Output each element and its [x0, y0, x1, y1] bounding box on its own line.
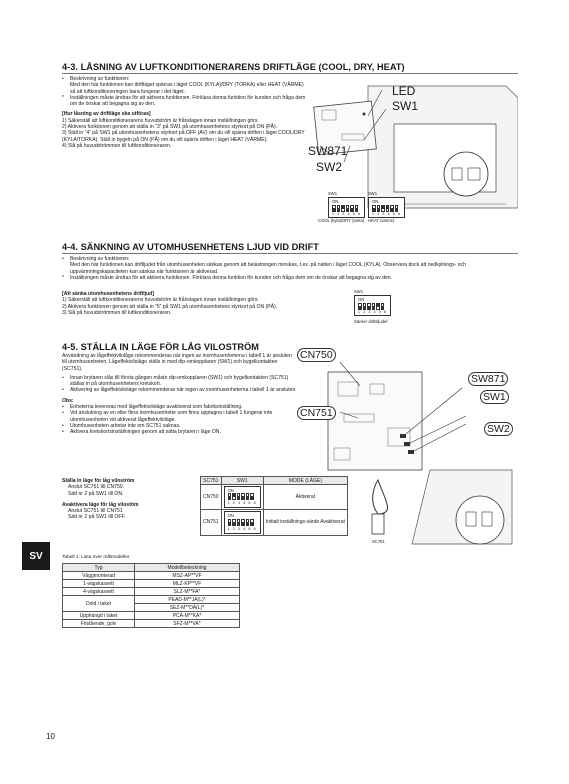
description-text: Med den här funktionen kan driftläget spärras i läget COOL (KYLA)/DRY (TORKA) eller HEAT (VÄRME) så att luftkonditioneringen bara fungerar i det läget.	[70, 82, 304, 95]
table-cell: Aktiverat	[263, 485, 347, 510]
disable-heading: Avaktivera läge för låg vilostöm	[62, 501, 139, 508]
table1-caption: Tabell 1: Lista över målmodeller	[62, 555, 130, 560]
sc751-label: SC751	[372, 539, 385, 544]
table-cell: SEZ-M**DA(L)*	[135, 604, 240, 612]
on-label: ON	[358, 296, 365, 302]
on-label: ON	[332, 198, 339, 204]
table-cell: Initialt inställnings-värde Avaktiverat	[263, 509, 347, 535]
sw871-label: SW871	[468, 372, 508, 386]
bullet: • Aktivering av lågeffektviloläge rekommenderas när ingen av inomhusenheterna i tabell 1 är ansluten.	[62, 387, 297, 394]
setting-instructions	[62, 478, 192, 521]
disable-step: Sätt nr 2 på SW1 till OFF.	[68, 514, 126, 521]
sw1-label: SW1	[392, 99, 419, 113]
switch-label: SW1	[354, 289, 364, 294]
dip-switch	[328, 197, 365, 218]
table-row	[63, 572, 240, 580]
switch-numbers: 1 2 3 4 5 6	[227, 501, 257, 506]
step-item: 2) Aktivera funktionen genom att ställa in “3” på SW1 på utomhusenhetens styrkort på ON (PÅ).	[62, 124, 278, 131]
table-cell-switch	[221, 485, 263, 510]
obs-item: • Enheterna levereras med lågeffektviloläge avaktiverat som fabriksinställning.	[62, 404, 243, 411]
obs-heading: Obs:	[62, 397, 74, 404]
sw1-cool-dry-setting	[328, 192, 365, 220]
on-label: ON	[227, 487, 234, 493]
table-cell: Upphängd i taket	[63, 612, 135, 620]
table-cell-switch	[221, 509, 263, 535]
switch-numbers: 1 2 3 4 5 6	[358, 309, 388, 314]
table-cell: MLZ-KP**VF	[135, 580, 240, 588]
table-cell: 4-vägskassett	[63, 588, 135, 596]
section-4-3-body	[62, 76, 306, 149]
divider	[62, 73, 518, 74]
note: * Inställningen måste ändras för att aktivera funktionen. Förklara denna funktion för kunden och fråga dem om de önskar att begagna sig av den.	[62, 274, 392, 281]
on-label: ON	[372, 198, 379, 204]
caption-heat: HEAT (värme)	[368, 218, 395, 223]
sw1-quiet-setting	[354, 290, 391, 324]
page-number: 10	[46, 732, 55, 741]
dip-switch	[224, 486, 261, 509]
enable-step: Anslut SC751 till CN750.	[68, 484, 125, 491]
section-4-4-body	[62, 256, 518, 281]
section-4-5-body	[62, 353, 298, 436]
bullet-description: • Beskrivning av funktionen:	[62, 76, 130, 82]
obs-text: Vid anslutning av en eller flera inomhusenheter som finns upptagna i tabell 1 fungerar inte utomhusenheten vid aktiverat lågeffektviloläge.	[70, 410, 273, 423]
table-cell: CN751	[201, 509, 222, 535]
howto-heading: [Att sänka utomhusenhetens driftljud]	[62, 291, 154, 297]
step-item: 4) Slå på huvudströmmen till luftkonditioneraren.	[62, 142, 172, 149]
description-label: Beskrivning av funktionen:	[70, 256, 130, 262]
enable-step: Sätt nr 2 på SW1 till ON.	[68, 490, 124, 497]
table-cell: PCA-M**KA*	[135, 612, 240, 620]
table-cell: Fristående, golv	[63, 620, 135, 628]
obs-item: • Utomhusenheten arbetar inte om SC751 saknas.	[62, 422, 181, 429]
column-header: MODE (LÄGE)	[263, 477, 347, 485]
caption-quiet: Sänker driftsljudet	[354, 318, 388, 324]
obs-item: • Vid anslutning av en eller flera inomhusenheter som finns upptagna i tabell 1 fungerar inte utomhusenheten vid aktiverat lågeffektviloläge.	[62, 410, 298, 423]
dip-switch	[368, 197, 405, 218]
sw871-label: SW871	[308, 144, 348, 158]
table-row	[63, 596, 240, 604]
table-cell: MSZ-AP**VF	[135, 572, 240, 580]
sw2-label: SW2	[316, 160, 343, 174]
cn750-label: CN750	[297, 348, 336, 362]
table-cell: SLZ-M**FA*	[135, 588, 240, 596]
table-cell: CN750	[201, 485, 222, 510]
sw1-label: SW1	[480, 390, 509, 404]
disable-step: Anslut SC751 till CN751	[68, 508, 123, 515]
divider	[62, 253, 518, 254]
language-tab: SV	[22, 542, 50, 570]
section-4-4-steps	[62, 291, 306, 316]
table-cell: PEAD-M**JA(L)*	[135, 596, 240, 604]
step-item: 1) Säkerställ att luftkonditionerarens huvudström är frånslagen innan inställningen görs.	[62, 117, 259, 124]
dip-switch	[354, 295, 391, 316]
cn751-label: CN751	[297, 406, 336, 420]
sw1-heat-setting	[368, 192, 405, 220]
note-text: Inställningen måste ändras för att aktivera funktionen. Förklara denna funktion för kunden och fråga dem om de önskar att begagna sig av den.	[70, 94, 306, 108]
bullet-text: Aktivering av lågeffektviloläge rekommenderas när ingen av inomhusenheterna i tabell 1 är ansluten.	[70, 387, 297, 394]
on-label: ON	[227, 512, 234, 518]
step-item: 1) Säkerställ att luftkonditionerarens huvudström är frånslagen innan inställningen görs.	[62, 297, 259, 304]
column-header: SC751	[201, 477, 222, 485]
obs-text: Utomhusenheten arbetar inte om SC751 saknas.	[70, 422, 181, 429]
column-header: Modellbeteckning	[135, 564, 240, 572]
sw2-label: SW2	[484, 422, 513, 436]
table-cell: SFZ-M**VA*	[135, 620, 240, 628]
note: * Inställningen måste ändras för att aktivera funktionen. Förklara denna funktion för kunden och fråga dem om de önskar att begagna sig av den.	[62, 94, 306, 108]
table-row	[63, 588, 240, 596]
switch-label: SW1	[328, 191, 338, 196]
switch-numbers: 1 2 3 4 5 6	[372, 211, 402, 216]
table-row	[63, 612, 240, 620]
bullet-description: • Beskrivning av funktionen:	[62, 256, 130, 262]
switch-numbers: 1 2 3 4 5 6	[227, 526, 257, 531]
table-cell: 1-vägskassett	[63, 580, 135, 588]
howto-heading: [Hur låsning av driftläge ska utföras]	[62, 111, 151, 118]
obs-text: Aktivera kretskortsinställningen genom att sätta brytaren i läge ON.	[70, 429, 221, 436]
table-cell: Väggmonterad	[63, 572, 135, 580]
target-models-table	[62, 563, 240, 628]
step-list	[62, 118, 306, 149]
column-header: SW1	[221, 477, 263, 485]
switch-numbers: 1 2 3 4 5 6	[332, 211, 362, 216]
step-item: 3) Ställ in “4” på SW1 på utomhusenhetens styrkort på OFF (AV) om du vill spärra driften i läget COOL/DRY (KYLA/TORKA). Ställ in bygeln på ON (PÅ) om du vill spärra driften i läget HEAT (VÄRME).	[62, 130, 305, 143]
dip-switch	[224, 511, 261, 534]
intro-text: Användning av lågeffektvilolåge rekommenderas när ingen av inomhusenheterna i tabell 1 är ansluten till utomhusenheten. Lågeffektviloläge ställs in med dip-omkopplaren (SW1) och bygelkontakten (SC751).	[62, 353, 292, 372]
note-text: Inställningen måste ändras för att aktivera funktionen. Förklara denna funktion för kunden och fråga dem om de önskar att begagna sig av den.	[70, 274, 392, 281]
table-row	[63, 620, 240, 628]
section-4-3-title: 4-3. LÅSNING AV LUFTKONDITIONERARENS DRIFTLÄGE (COOL, DRY, HEAT)	[62, 62, 405, 72]
enable-heading: Ställa in läge för låg viloström	[62, 478, 135, 484]
description-text: Med den här funktionen kan driftljudet från utomhusenheten sänkas genom att belastningen minskas, t.ex. på natten i läget COOL (KYLA). Observera dock att nedkylnings- och uppvärmningskapaciteten kan sänkas när funktionen är aktiverad.	[70, 262, 466, 275]
obs-item: • Aktivera kretskortsinställningen genom att sätta brytaren i läge ON.	[62, 429, 221, 436]
obs-text: Enheterna levereras med lågeffektviloläge avaktiverat som fabriksinställning.	[70, 404, 243, 411]
column-header: Typ	[63, 564, 135, 572]
led-label: LED	[392, 84, 416, 98]
bullet-text: Innan brytaren slås till första gången måste dip-omkopplaren (SW1) och bygelkontakten (SC751) ställas in på utomhusenhetens kretskort.	[70, 374, 289, 388]
step-item: 3) Slå på huvudströmmen till luftkonditioneraren.	[62, 309, 172, 316]
table-cell: Dold i taket	[63, 596, 135, 612]
section-4-5-title: 4-5. STÄLLA IN LÄGE FÖR LÅG VILOSTRÖM	[62, 342, 259, 352]
switch-label: SW1	[368, 191, 378, 196]
section-4-4-title: 4-4. SÄNKNING AV UTOMHUSENHETENS LJUD VID DRIFT	[62, 242, 319, 252]
step-item: 2) Aktivera funktionen genom att ställa in “5” på SW1 på utomhusenhetens styrkort på ON (PÅ).	[62, 303, 278, 310]
caption-cool-dry: COOL (kyla)/DRY (torka)	[318, 218, 365, 223]
bullet: • Innan brytaren slås till första gången måste dip-omkopplaren (SW1) och bygelkontakten (SC751) ställas in på utomhusenhetens kretskort.	[62, 375, 298, 388]
description-label: Beskrivning av funktionen:	[70, 76, 130, 82]
table-header-row	[63, 564, 240, 572]
table-row	[63, 580, 240, 588]
